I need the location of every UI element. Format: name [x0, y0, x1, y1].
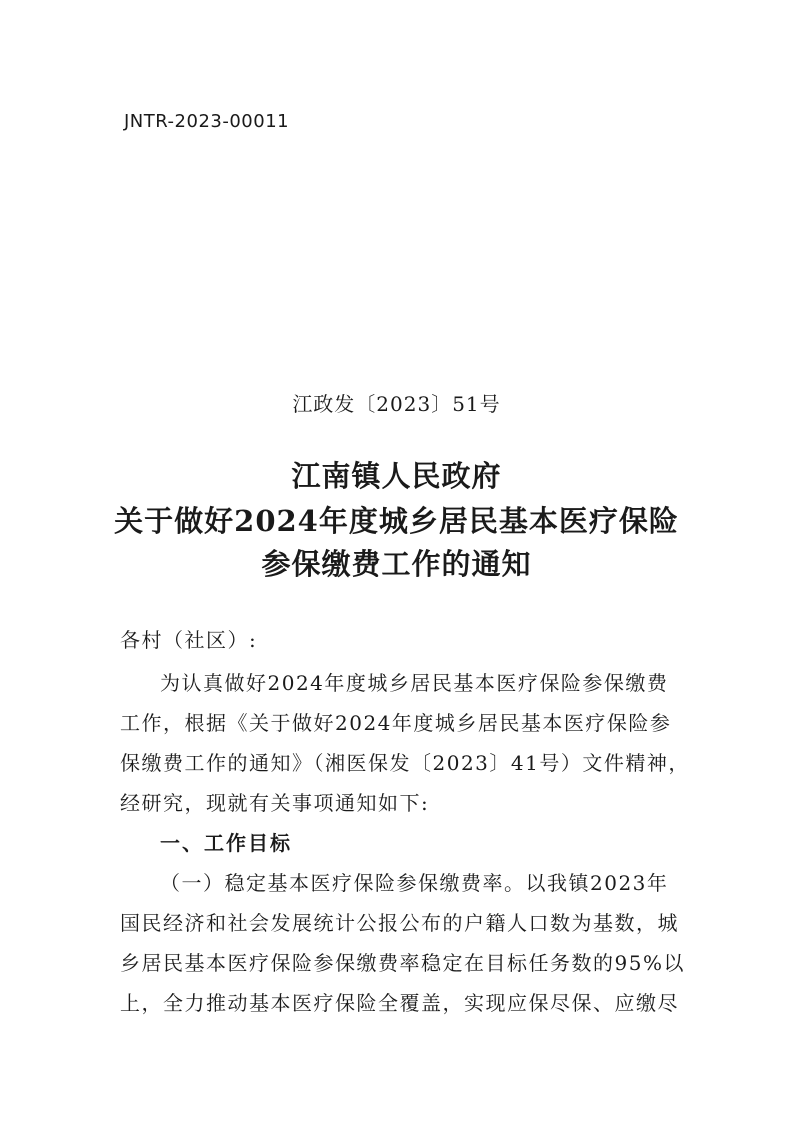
paragraph-2-line-2: 国民经济和社会发展统计公报公布的户籍人口数为基数，城	[120, 911, 679, 935]
paragraph-1-line-2: 工作，根据《关于做好2024年度城乡居民基本医疗保险参	[120, 711, 672, 735]
title-line-1: 江南镇人民政府	[291, 459, 502, 493]
section-1-heading: 一、工作目标	[160, 831, 292, 855]
title-line-2: 关于做好2024年度城乡居民基本医疗保险	[114, 504, 679, 538]
paragraph-1-line-1: 为认真做好2024年度城乡居民基本医疗保险参保缴费	[160, 671, 669, 695]
paragraph-1-line-3: 保缴费工作的通知》（湘医保发〔2023〕41号）文件精神，	[120, 751, 690, 775]
document-code: JNTR-2023-00011	[124, 111, 290, 132]
paragraph-2-line-3: 乡居民基本医疗保险参保缴费率稳定在目标任务数的95%以	[120, 951, 685, 975]
paragraph-2-line-4: 上，全力推动基本医疗保险全覆盖，实现应保尽保、应缴尽	[120, 991, 679, 1015]
document-number: 江政发〔2023〕51号	[292, 392, 501, 416]
paragraph-2-line-1: （一）稳定基本医疗保险参保缴费率。以我镇2023年	[160, 871, 669, 895]
paragraph-1-line-4: 经研究，现就有关事项通知如下:	[120, 791, 430, 815]
salutation: 各村（社区）:	[120, 628, 258, 652]
title-line-3: 参保缴费工作的通知	[261, 547, 532, 581]
